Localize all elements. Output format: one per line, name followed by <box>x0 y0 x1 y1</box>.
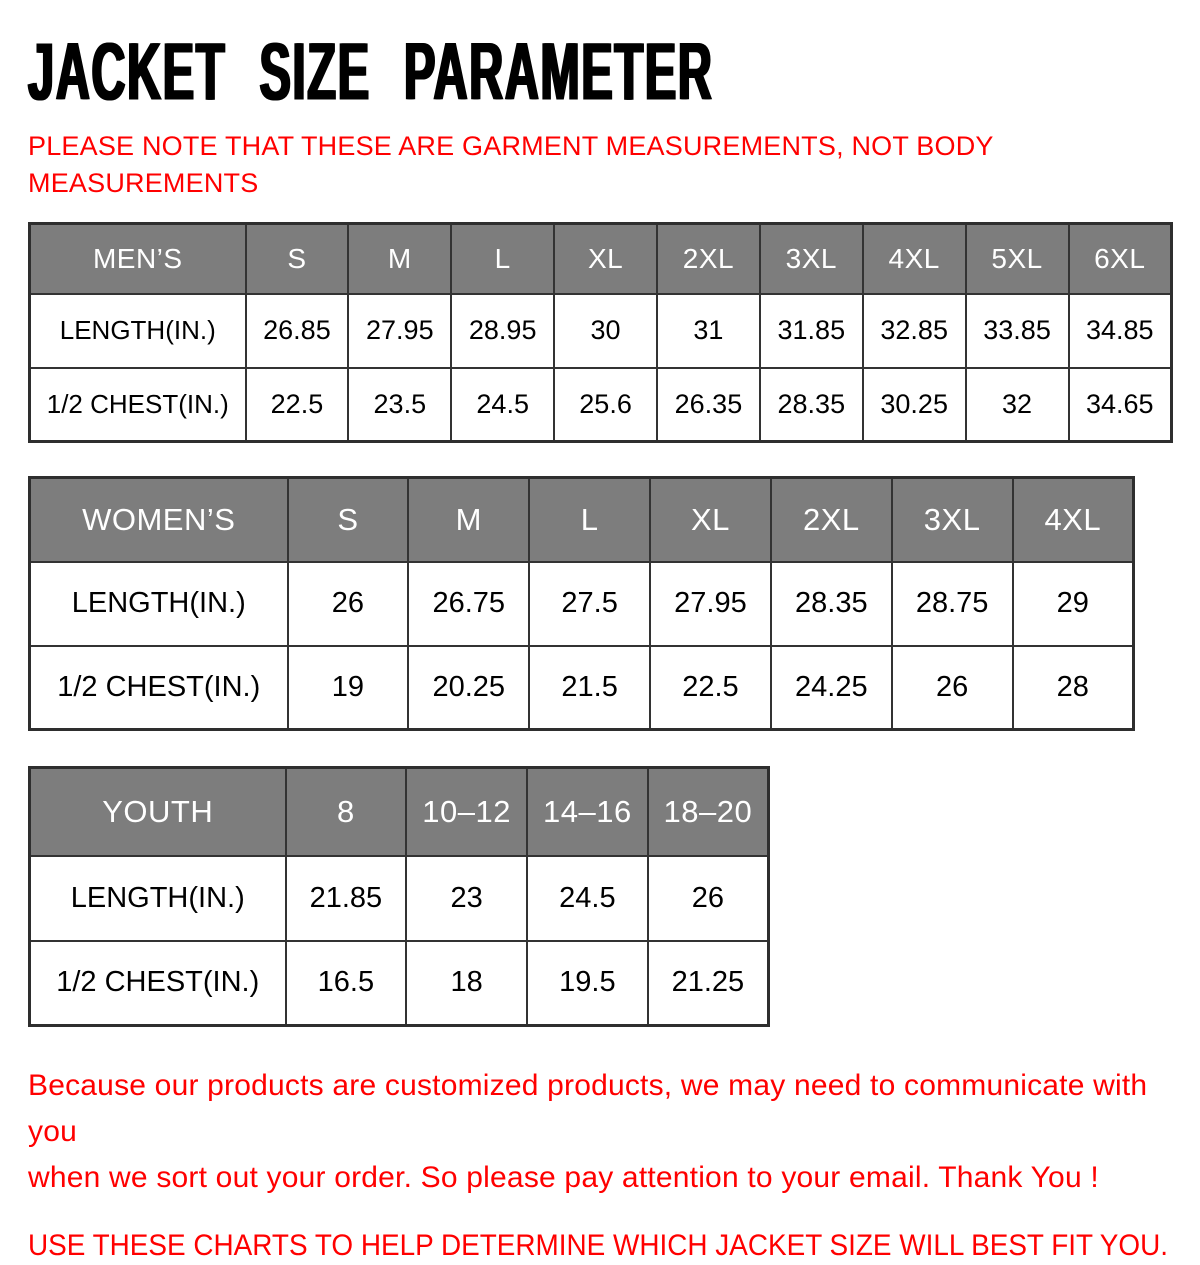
mens-size-table <box>28 222 1173 443</box>
page-title: JACKET SIZE PARAMETER <box>28 25 714 118</box>
youth-header-row <box>30 768 769 856</box>
mens-chest-value: 28.35 <box>760 368 863 442</box>
custom-order-notice-line-2: when we sort out your order. So please pay attention to your email. Thank You ! <box>28 1161 1099 1194</box>
mens-chest-label: 1/2 CHEST(IN.) <box>30 368 246 442</box>
womens-length-value: 28.75 <box>892 562 1013 646</box>
mens-length-value: 32.85 <box>863 294 966 368</box>
mens-chest-value: 30.25 <box>863 368 966 442</box>
mens-chest-value: 26.35 <box>657 368 760 442</box>
womens-length-value: 27.95 <box>650 562 771 646</box>
womens-chest-value: 28 <box>1013 646 1134 730</box>
womens-chest-value: 22.5 <box>650 646 771 730</box>
garment-note <box>28 128 1172 202</box>
chart-usage-note: USE THESE CHARTS TO HELP DETERMINE WHICH JACKET SIZE WILL BEST FIT YOU. <box>28 1229 1169 1262</box>
womens-chest-value: 19 <box>288 646 409 730</box>
garment-note-line-2: MEASUREMENTS <box>28 168 259 198</box>
mens-chest-row <box>30 368 1172 442</box>
mens-chest-value: 24.5 <box>451 368 554 442</box>
mens-length-value: 33.85 <box>966 294 1069 368</box>
youth-chest-row <box>30 941 769 1026</box>
womens-length-row <box>30 562 1134 646</box>
youth-chest-value: 19.5 <box>527 941 648 1026</box>
custom-order-notice <box>28 1063 1172 1201</box>
womens-size-header: S <box>288 478 409 562</box>
custom-order-notice-line-1: Because our products are customized products, we may need to communicate with you <box>28 1069 1148 1148</box>
mens-chest-value: 22.5 <box>246 368 349 442</box>
youth-chest-value: 16.5 <box>286 941 407 1026</box>
womens-length-value: 29 <box>1013 562 1134 646</box>
youth-length-value: 26 <box>648 856 769 941</box>
womens-length-value: 26.75 <box>408 562 529 646</box>
youth-size-header: 18–20 <box>648 768 769 856</box>
womens-header-row <box>30 478 1134 562</box>
mens-size-header: 5XL <box>966 224 1069 294</box>
womens-size-header: 4XL <box>1013 478 1134 562</box>
womens-chest-value: 24.25 <box>771 646 892 730</box>
womens-length-value: 27.5 <box>529 562 650 646</box>
mens-size-header: 2XL <box>657 224 760 294</box>
mens-table-title-cell: MEN’S <box>30 224 246 294</box>
womens-length-value: 28.35 <box>771 562 892 646</box>
womens-chest-value: 20.25 <box>408 646 529 730</box>
youth-size-header: 8 <box>286 768 407 856</box>
mens-chest-value: 32 <box>966 368 1069 442</box>
mens-size-header: 3XL <box>760 224 863 294</box>
mens-length-value: 27.95 <box>348 294 451 368</box>
womens-length-value: 26 <box>288 562 409 646</box>
mens-size-header: XL <box>554 224 657 294</box>
youth-length-value: 21.85 <box>286 856 407 941</box>
mens-size-header: 4XL <box>863 224 966 294</box>
youth-size-header: 14–16 <box>527 768 648 856</box>
mens-size-header: M <box>348 224 451 294</box>
mens-length-value: 31.85 <box>760 294 863 368</box>
youth-size-header: 10–12 <box>406 768 527 856</box>
mens-length-value: 26.85 <box>246 294 349 368</box>
youth-chest-label: 1/2 CHEST(IN.) <box>30 941 286 1026</box>
womens-size-header: 3XL <box>892 478 1013 562</box>
garment-note-line-1: PLEASE NOTE THAT THESE ARE GARMENT MEASUREMENTS, NOT BODY <box>28 131 994 161</box>
youth-length-value: 23 <box>406 856 527 941</box>
mens-length-value: 30 <box>554 294 657 368</box>
mens-chest-value: 23.5 <box>348 368 451 442</box>
womens-chest-label: 1/2 CHEST(IN.) <box>30 646 288 730</box>
womens-size-table <box>28 476 1135 731</box>
mens-header-row <box>30 224 1172 294</box>
womens-size-header: L <box>529 478 650 562</box>
youth-table-title-cell: YOUTH <box>30 768 286 856</box>
mens-length-value: 34.85 <box>1069 294 1172 368</box>
mens-size-header: S <box>246 224 349 294</box>
mens-chest-value: 25.6 <box>554 368 657 442</box>
womens-size-header: M <box>408 478 529 562</box>
mens-chest-value: 34.65 <box>1069 368 1172 442</box>
mens-length-value: 28.95 <box>451 294 554 368</box>
mens-length-row <box>30 294 1172 368</box>
womens-chest-value: 21.5 <box>529 646 650 730</box>
title-wrap <box>28 24 1172 120</box>
youth-chest-value: 21.25 <box>648 941 769 1026</box>
youth-length-label: LENGTH(IN.) <box>30 856 286 941</box>
youth-chest-value: 18 <box>406 941 527 1026</box>
mens-size-header: 6XL <box>1069 224 1172 294</box>
womens-chest-value: 26 <box>892 646 1013 730</box>
womens-size-header: XL <box>650 478 771 562</box>
mens-size-header: L <box>451 224 554 294</box>
youth-length-value: 24.5 <box>527 856 648 941</box>
mens-length-label: LENGTH(IN.) <box>30 294 246 368</box>
youth-size-table <box>28 766 770 1027</box>
youth-length-row <box>30 856 769 941</box>
womens-chest-row <box>30 646 1134 730</box>
womens-length-label: LENGTH(IN.) <box>30 562 288 646</box>
mens-length-value: 31 <box>657 294 760 368</box>
womens-table-title-cell: WOMEN’S <box>30 478 288 562</box>
womens-size-header: 2XL <box>771 478 892 562</box>
